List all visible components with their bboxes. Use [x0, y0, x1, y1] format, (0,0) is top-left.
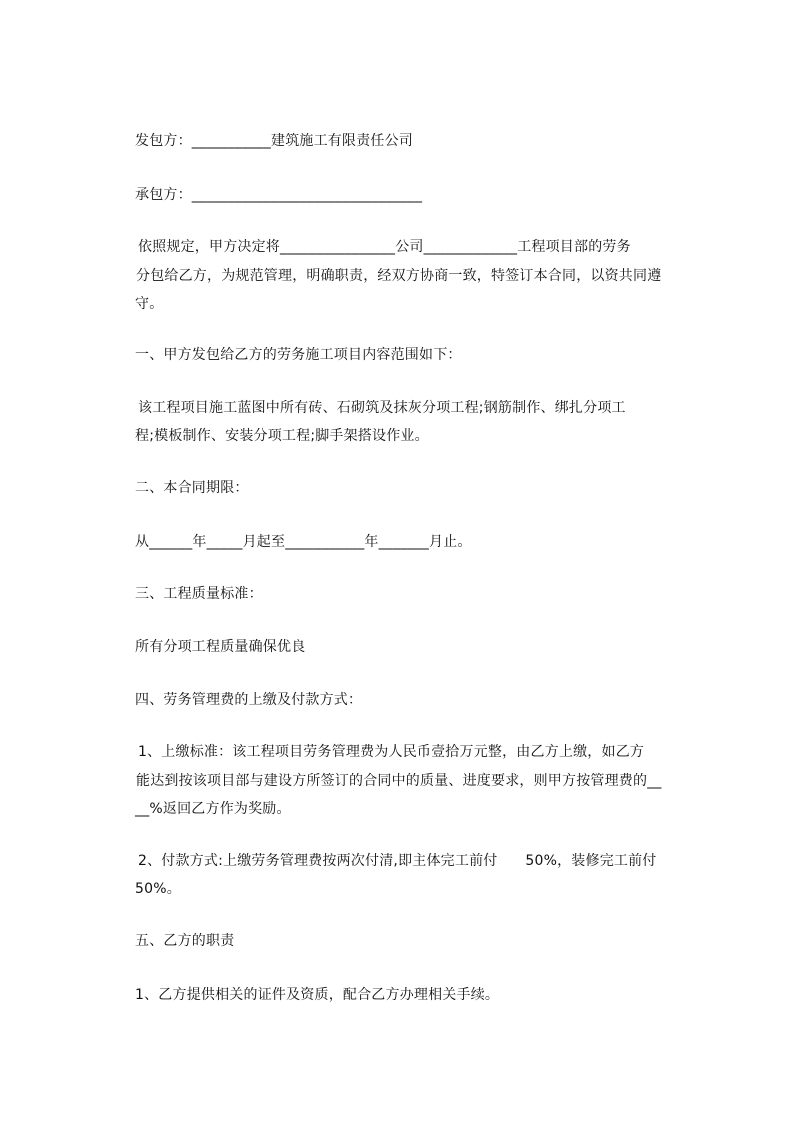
party-a-line: 发包方：___________建筑施工有限责任公司 [135, 133, 413, 149]
section-2-heading: 二、本合同期限： [135, 480, 249, 496]
section-3-heading: 三、工程质量标准： [135, 586, 263, 602]
section-5-item-1: 1、乙方提供相关的证件及资质，配合乙方办理相关手续。 [135, 987, 500, 1003]
intro-line-2: 分包给乙方，为规范管理，明确职责，经双方协商一致，特签订本合同，以资共同遵 [136, 268, 662, 284]
section-4-p2-line-1: 2、付款方式:上缴劳务管理费按两次付清,即主体完工前付 50%，装修完工前付 [138, 853, 657, 869]
section-4-p2-line-2: 50%。 [135, 881, 181, 897]
section-4-p1-line-1: 1、上缴标准：该工程项目劳务管理费为人民币壹拾万元整，由乙方上缴，如乙方 [138, 744, 645, 760]
section-5-heading: 五、乙方的职责 [135, 933, 235, 949]
section-4-heading: 四、劳务管理费的上缴及付款方式： [135, 692, 363, 708]
section-2-body: 从______年_____月起至___________年_______月止。 [135, 534, 472, 550]
section-3-body: 所有分项工程质量确保优良 [135, 639, 306, 655]
intro-line-1: 依照规定，甲方决定将________________公司_____________工程项目部的劳务 [138, 239, 631, 255]
section-1-heading: 一、甲方发包给乙方的劳务施工项目内容范围如下： [135, 347, 462, 363]
section-1-body-line-2: 程;模板制作、安装分项工程;脚手架搭设作业。 [135, 428, 429, 444]
section-1-body-line-1: 该工程项目施工蓝图中所有砖、石砌筑及抹灰分项工程;钢筋制作、绑扎分项工 [138, 400, 626, 416]
section-4-p1-line-2: 能达到按该项目部与建设方所签订的合同中的质量、进度要求，则甲方按管理费的__ [136, 773, 662, 789]
party-b-line: 承包方：________________________________ [135, 187, 423, 203]
section-4-p1-line-3: __%返回乙方作为奖励。 [135, 801, 291, 817]
intro-line-3: 守。 [135, 296, 164, 312]
